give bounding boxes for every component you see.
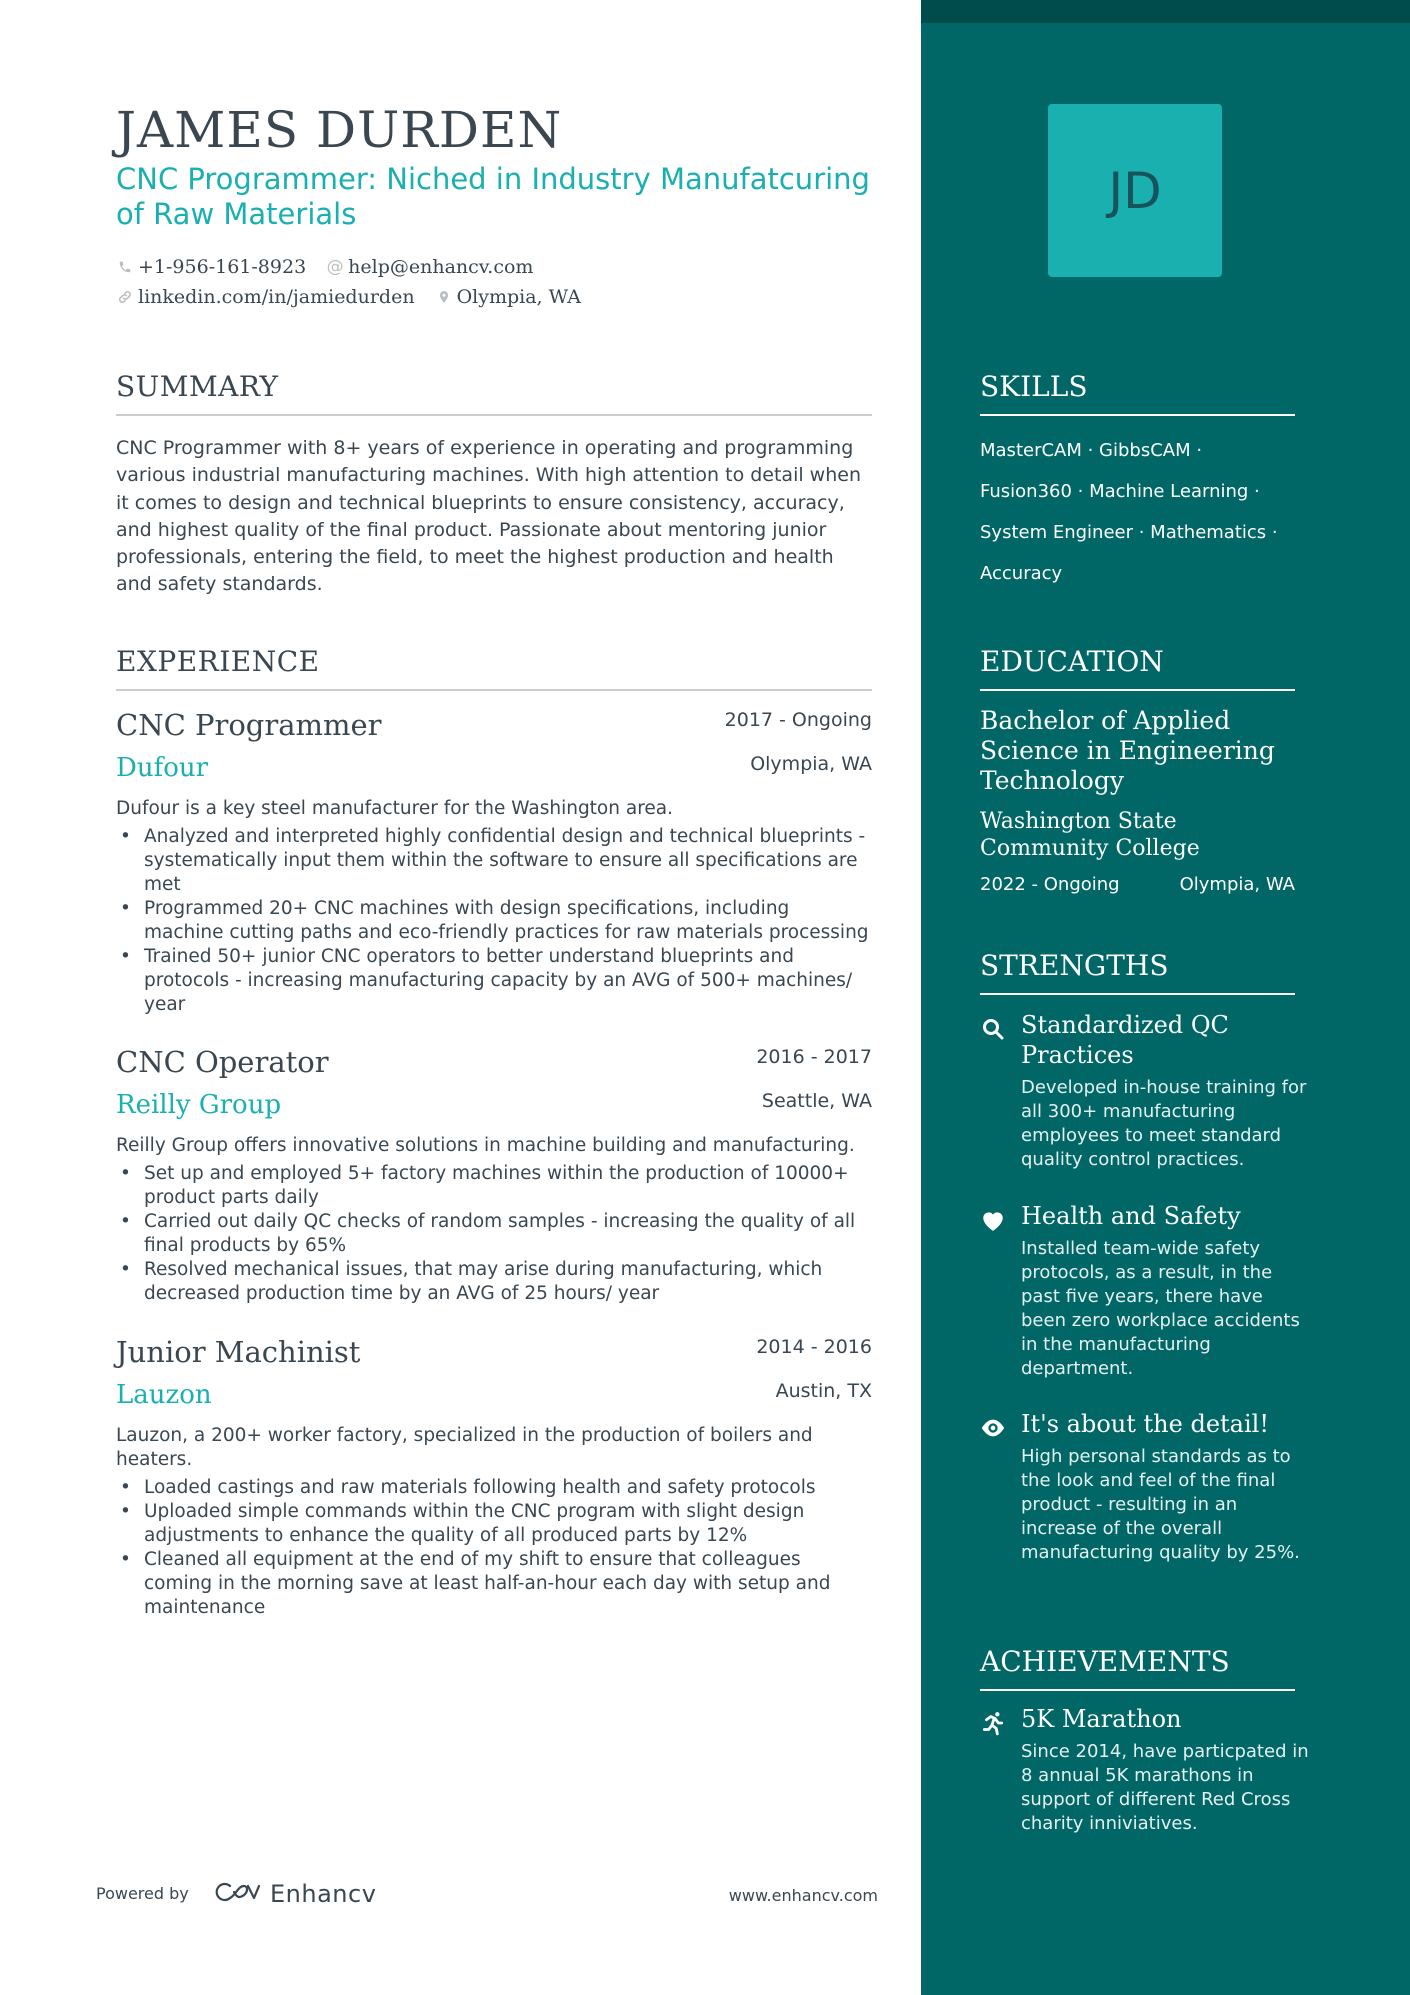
education-heading: EDUCATION <box>980 645 1295 691</box>
candidate-headline: CNC Programmer: Niched in Industry Manufatcuring of Raw Materials <box>116 162 870 231</box>
job-location: Seattle, WA <box>761 1090 872 1112</box>
sidebar <box>921 0 1410 1995</box>
email-text: help@enhancv.com <box>348 256 534 278</box>
job-bullet: • Uploaded simple commands within the CNC program with slight design adjustments to enhance the quality of all produced parts by 12% <box>116 1500 872 1548</box>
skill-line: System Engineer · Mathematics · <box>980 522 1278 543</box>
job-location: Austin, TX <box>775 1380 872 1402</box>
job-bullet: • Carried out daily QC checks of random samples - increasing the quality of all final products by 65% <box>116 1210 872 1258</box>
enhancv-brand: Enhancv <box>270 1880 377 1908</box>
job-location: Olympia, WA <box>750 753 872 775</box>
strength-item <box>980 1201 1310 1381</box>
experience-heading: EXPERIENCE <box>116 645 872 691</box>
skill-line: Accuracy <box>980 563 1063 584</box>
job-bullet: • Analyzed and interpreted highly confidential design and technical blueprints - systematically input them within the software to ensure all specifications are met <box>116 825 872 897</box>
location-pin-icon <box>435 288 453 306</box>
job-entry <box>116 707 872 1017</box>
skill-line: MasterCAM · GibbsCAM · <box>980 440 1203 461</box>
strength-item <box>980 1010 1310 1172</box>
strength-title: It's about the detail! <box>1021 1410 1269 1438</box>
job-entry <box>116 1044 872 1306</box>
summary-text: CNC Programmer with 8+ years of experience in operating and programming various industrial manufacturing machines. With high attention to detail when it comes to design and technical blueprints to ensure consistency, accuracy, and highest quality of the final product. Passionate about mentoring junior professionals, entering the field, to meet the highest production and health and safety standards. <box>116 437 861 596</box>
heart-icon <box>980 1207 1006 1233</box>
job-bullets <box>116 825 872 1017</box>
achievement-title: 5K Marathon <box>1021 1705 1182 1733</box>
job-company: Dufour <box>116 753 209 783</box>
job-bullets <box>116 1476 872 1620</box>
job-company: Lauzon <box>116 1380 212 1410</box>
phone-icon <box>116 258 134 276</box>
job-bullet: • Set up and employed 5+ factory machines within the production of 10000+ product parts daily <box>116 1162 872 1210</box>
education-entry <box>980 706 1295 900</box>
job-description: Lauzon, a 200+ worker factory, specialized in the production of boilers and heaters. <box>116 1425 813 1470</box>
enhancv-logo-icon <box>214 1880 260 1908</box>
job-date: 2014 - 2016 <box>756 1336 872 1358</box>
footer-site-link[interactable]: www.enhancv.com <box>728 1886 878 1905</box>
location-text: Olympia, WA <box>456 286 581 308</box>
footer <box>96 1880 878 1910</box>
skills-heading: SKILLS <box>980 370 1295 416</box>
achievement-item <box>980 1704 1310 1836</box>
strength-description: High personal standards as to the look and feel of the final product - resulting in an increase of the overall manufacturing quality by 25%. <box>1021 1446 1300 1563</box>
achievement-description: Since 2014, have particpated in 8 annual 5K marathons in support of different Red Cross charity inniviatives. <box>1021 1741 1309 1834</box>
job-title: CNC Operator <box>116 1045 329 1079</box>
at-icon: @ <box>326 257 344 277</box>
powered-by-label: Powered by <box>96 1884 189 1903</box>
job-title: CNC Programmer <box>116 708 382 742</box>
enhancv-logo[interactable] <box>214 1880 376 1908</box>
job-title: Junior Machinist <box>116 1335 361 1369</box>
education-date: 2022 - Ongoing <box>980 874 1120 895</box>
education-degree: Bachelor of Applied Science in Engineering Technology <box>980 706 1275 795</box>
contact-phone[interactable] <box>116 256 306 278</box>
sidebar-top-bar <box>921 0 1410 23</box>
avatar: JD <box>1048 104 1222 277</box>
job-date: 2016 - 2017 <box>756 1046 872 1068</box>
main-column <box>116 0 872 1995</box>
strength-title: Standardized QC Practices <box>1021 1011 1229 1069</box>
linkedin-text: linkedin.com/in/jamiedurden <box>138 286 415 308</box>
contact-linkedin[interactable] <box>116 286 415 308</box>
contact-email[interactable] <box>326 256 533 278</box>
runner-icon <box>980 1710 1006 1736</box>
magnifier-icon <box>980 1016 1006 1042</box>
job-bullet: • Resolved mechanical issues, that may arise during manufacturing, which decreased production time by an AVG of 25 hours/ year <box>116 1258 872 1306</box>
link-icon <box>116 288 134 306</box>
education-school: Washington State Community College <box>980 809 1200 861</box>
job-date: 2017 - Ongoing <box>724 709 872 731</box>
skill-line: Fusion360 · Machine Learning · <box>980 481 1260 502</box>
phone-text: +1-956-161-8923 <box>138 256 307 278</box>
eye-icon <box>980 1415 1006 1441</box>
job-description: Reilly Group offers innovative solutions in machine building and manufacturing. <box>116 1135 855 1156</box>
job-bullet: • Trained 50+ junior CNC operators to better understand blueprints and protocols - increasing manufacturing capacity by an AVG of 500+ machines/ year <box>116 945 872 1017</box>
achievements-heading: ACHIEVEMENTS <box>980 1645 1295 1691</box>
contact-location <box>435 286 581 308</box>
job-bullet: • Loaded castings and raw materials following health and safety protocols <box>116 1476 872 1500</box>
education-location: Olympia, WA <box>1179 874 1295 895</box>
summary-heading: SUMMARY <box>116 370 872 416</box>
candidate-name: JAMES DURDEN <box>116 101 563 159</box>
strength-description: Developed in-house training for all 300+ manufacturing employees to meet standard quality control practices. <box>1021 1077 1307 1170</box>
strength-title: Health and Safety <box>1021 1202 1241 1230</box>
skills-list <box>980 430 1310 594</box>
job-entry <box>116 1334 872 1620</box>
contact-info <box>116 252 872 312</box>
strength-description: Installed team-wide safety protocols, as a result, in the past five years, there have been zero workplace accidents in the manufacturing department. <box>1021 1238 1300 1379</box>
job-bullet: • Programmed 20+ CNC machines with design specifications, including machine cutting paths and eco-friendly practices for raw materials processing <box>116 897 872 945</box>
job-bullet: • Cleaned all equipment at the end of my shift to ensure that colleagues coming in the morning save at least half-an-hour each day with setup and maintenance <box>116 1548 872 1620</box>
job-bullets <box>116 1162 872 1306</box>
strength-item <box>980 1409 1310 1565</box>
strengths-heading: STRENGTHS <box>980 949 1295 995</box>
job-company: Reilly Group <box>116 1090 282 1120</box>
job-description: Dufour is a key steel manufacturer for the Washington area. <box>116 798 673 819</box>
